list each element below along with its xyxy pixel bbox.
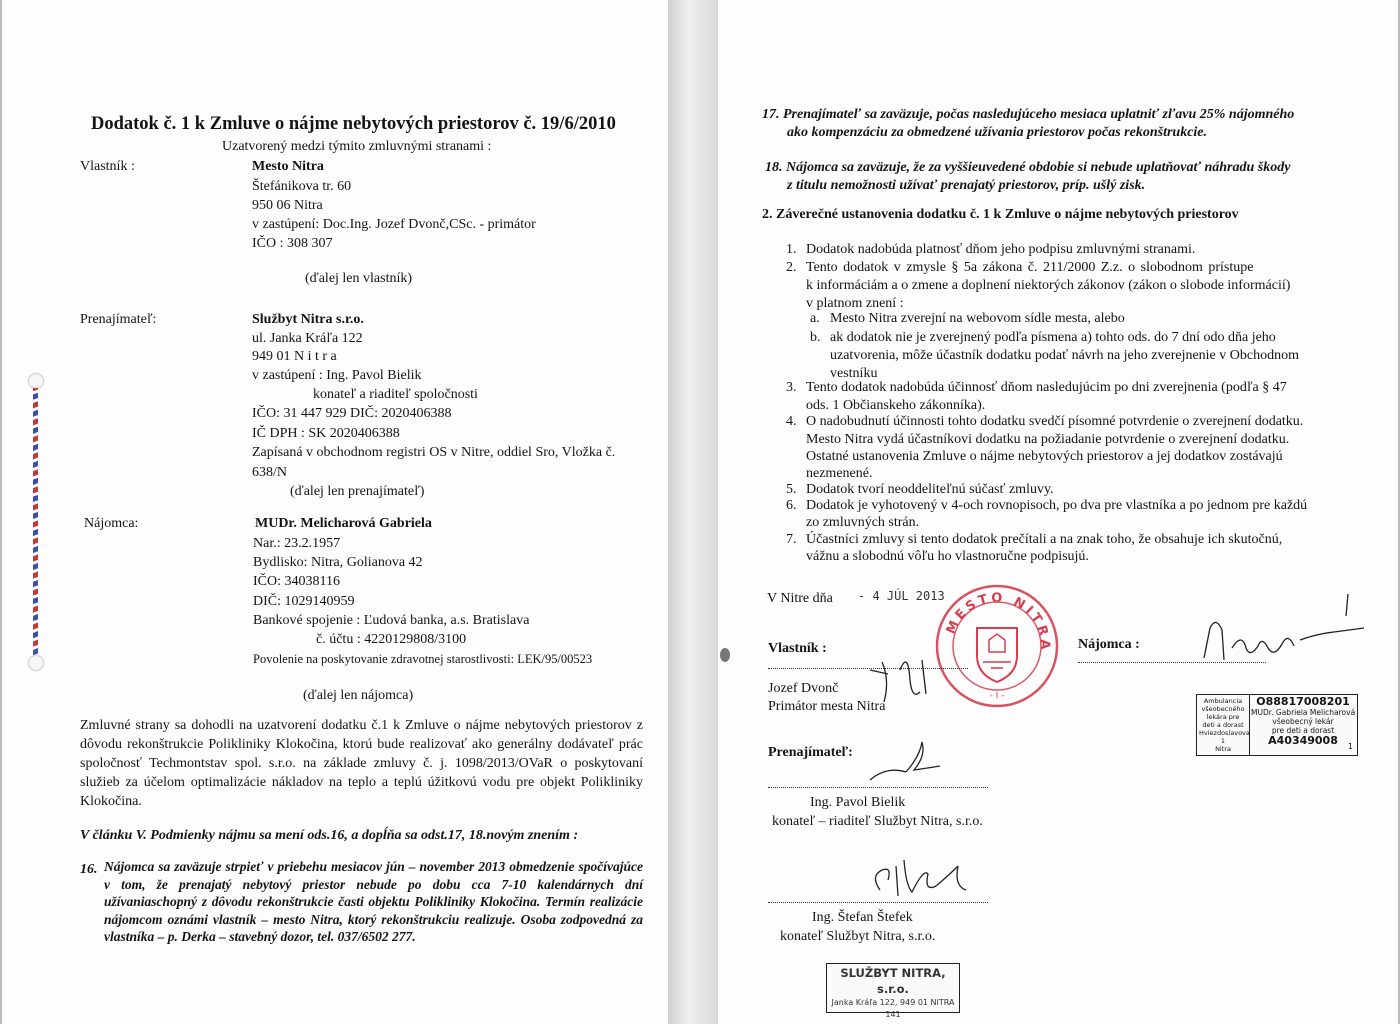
sign-owner-name: Jozef Dvonč <box>768 681 839 696</box>
tenant-alias: (ďalej len nájomca) <box>303 688 414 703</box>
binding-knot-bottom <box>29 656 43 670</box>
final-item-a-line-1: Mesto Nitra zverejní na webovom sídle mesta, alebo <box>830 311 1125 326</box>
final-item-b-line-1: ak dodatok nie je zverejnený podľa písmena a) tohto ods. do 7 dní odo dňa jeho <box>830 330 1276 345</box>
svg-text:- I -: - I - <box>989 691 1005 701</box>
article-intro: V článku V. Podmienky nájmu sa mení ods.16, a dopĺňa sa odst.17, 18.novým znením : <box>80 828 579 843</box>
sign-lessor-line-2 <box>768 902 988 903</box>
company-stamp-address: Janka Kráľa 122, 949 01 NITRA <box>831 998 955 1007</box>
sign-lessor-role-1: konateľ – riaditeľ Službyt Nitra, s.r.o. <box>772 814 983 829</box>
owner-alias: (ďalej len vlastník) <box>305 271 413 286</box>
final-item-2-line-2: k informáciám a o zmene a doplnení niektorých zákonov (zákon o slobode informácií) <box>806 278 1291 293</box>
lessor-city: 949 01 N i t r a <box>252 349 337 364</box>
sign-lessor-name-1: Ing. Pavol Bielik <box>810 795 906 810</box>
sign-lessor-line-1 <box>768 787 988 788</box>
final-item-4-line-3: Ostatné ustanovenia Zmluve o nájme nebytových priestorov a jej dodatkov zostávajú <box>806 449 1283 464</box>
doctor-stamp-left-2: všeobecného <box>1201 705 1245 713</box>
lessor-registry-2: 638/N <box>252 465 287 480</box>
final-item-3-line-1: Tento dodatok nadobúda účinnosť dňom nasledujúcim po dni zverejnenia (podľa § 47 <box>806 380 1287 395</box>
final-item-4-number: 4. <box>786 414 797 429</box>
company-stamp-number: 141 <box>885 1010 901 1019</box>
doctor-stamp-suffix: 1 <box>1347 742 1353 751</box>
owner-city: 950 06 Nitra <box>252 198 323 213</box>
sign-lessor-label: Prenajímateľ: <box>768 745 853 760</box>
lessor-signature-2 <box>866 846 976 906</box>
book-gutter <box>668 0 718 1024</box>
lessor-rep-role: konateľ a riaditeľ spoločnosti <box>313 387 478 402</box>
date-label: V Nitre dňa <box>767 591 833 606</box>
body-paragraph: Zmluvné strany sa dohodli na uzatvorení dodatku č.1 k Zmluve o nájme nebytových priestorov z dôvodu rekonštrukcie Polikliniky Klokočina, ktorú bude realizovať ako generálny dodávateľ prác spoločnosť Techmontstav spol. s.r.o. na základe zmluvy č. j. 1098/2013/OVaR o poskytovaní služieb za účelom optimalizácie nákladov na teplo a teplú úžitkovú vodu pre objekt Polikliniky Klokočina. <box>80 718 643 809</box>
document-title: Dodatok č. 1 k Zmluve o nájme nebytových priestorov č. 19/6/2010 <box>91 114 616 134</box>
final-item-3-line-2: ods. 1 Občianskeho zákonníka). <box>806 398 986 413</box>
final-item-7-number: 7. <box>786 532 797 547</box>
city-seal <box>933 582 1061 710</box>
final-item-4-line-2: Mesto Nitra vydá účastníkovi dodatku na požiadanie potvrdenie o zverejnení dodatku. <box>806 432 1290 447</box>
company-stamp-name: SLUŽBYT NITRA, s.r.o. <box>840 966 946 996</box>
final-heading: 2. Záverečné ustanovenia dodatku č. 1 k Zmluve o nájme nebytových priestorov <box>762 207 1239 222</box>
tenant-ico: IČO: 34038116 <box>253 574 340 589</box>
doctor-stamp-code-2: A40349008 <box>1268 734 1338 747</box>
seal-shield-icon <box>977 628 1017 682</box>
final-item-a-number: a. <box>810 311 820 326</box>
tenant-account: č. účtu : 4220129808/3100 <box>316 632 467 647</box>
item-16-text: Nájomca sa zaväzuje strpieť v priebehu mesiacov jún – november 2013 obmedzenie spočívajúce v tom, že prenajatý nebytový priestor nebude po dobu cca 7-10 kalendárnych dní užívaniaschopný z dôvodu rekonštrukcie časti objektu Polikliniky Klokočina. Termín realizácie nájomcom oznámi vlastník – mesto Nitra, ktorý rekonštrukciu realizuje. Osoba zodpovedná za vlastníka – p. Derka – stavebný dozor, tel. 037/6502 277. <box>104 859 643 944</box>
binding-string <box>33 386 38 664</box>
item-18-line-1: 18. Nájomca sa zaväzuje, že za vyššieuvedené obdobie si nebude uplatňovať náhradu škody <box>765 160 1291 175</box>
sign-owner-role: Primátor mesta Nitra <box>768 699 886 714</box>
tenant-bank: Bankové spojenie : Ľudová banka, a.s. Bratislava <box>253 613 530 628</box>
doctor-stamp-left-4: deti a dorast <box>1202 721 1244 729</box>
final-item-2-line-1: Tento dodatok v zmysle § 5a zákona č. 211/2000 Z.z. o slobodnom prístupe <box>806 260 1254 275</box>
intro-line: Uzatvorený medzi týmito zmluvnými stranami : <box>222 139 492 154</box>
tenant-label: Nájomca: <box>84 516 139 531</box>
lessor-registry: Zapísaná v obchodnom registri OS v Nitre, oddiel Sro, Vložka č. <box>252 445 616 460</box>
owner-name: Mesto Nitra <box>252 159 324 174</box>
lessor-name: Službyt Nitra s.r.o. <box>252 312 364 327</box>
owner-signature <box>860 640 950 710</box>
tenant-address: Bydlisko: Nitra, Golianova 42 <box>253 555 423 570</box>
lessor-street: ul. Janka Kráľa 122 <box>252 331 363 346</box>
doctor-stamp-role-1: všeobecný lekár <box>1272 717 1334 726</box>
item-16-number: 16. <box>80 862 98 877</box>
doctor-stamp-name: MUDr. Gabriela Melicharová <box>1251 708 1356 717</box>
tenant-signature <box>1196 588 1372 668</box>
lessor-ico: IČO: 31 447 929 DIČ: 2020406388 <box>252 406 452 421</box>
final-item-6-line-2: zo zmluvných strán. <box>806 515 920 530</box>
company-stamp <box>826 963 960 1019</box>
sign-lessor-role-2: konateľ Službyt Nitra, s.r.o. <box>780 929 936 944</box>
binding-knot-top <box>29 374 43 388</box>
doctor-stamp-code: O88817008201 <box>1256 695 1350 708</box>
final-item-3-number: 3. <box>786 380 797 395</box>
item-18-line-2: z titulu nemožnosti užívať prenajatý priestorov, príp. ušlý zisk. <box>787 178 1146 193</box>
owner-label: Vlastník : <box>80 159 135 174</box>
final-item-b-line-2: uzatvorenia, môže účastník dodatku podať návrh na jeho zverejnenie v Obchodnom <box>830 348 1299 363</box>
doctor-stamp-left-3: lekára pre <box>1206 713 1240 721</box>
doctor-stamp-left-1: Ambulancia <box>1203 697 1243 705</box>
owner-ico: IČO : 308 307 <box>252 236 333 251</box>
final-item-6-number: 6. <box>786 498 797 513</box>
final-item-5-line-1: Dodatok tvorí neoddeliteľnú súčasť zmluvy. <box>806 482 1054 497</box>
punch-hole <box>720 648 730 662</box>
final-item-1-line-1: Dodatok nadobúda platnosť dňom jeho podpisu zmluvnými stranami. <box>806 242 1196 257</box>
sign-lessor-name-2: Ing. Štefan Štefek <box>812 910 913 925</box>
final-item-4-line-1: O nadobudnutí účinnosti tohto dodatku svedčí písomné potvrdenie o zverejnení dodatku. <box>806 414 1304 429</box>
sign-tenant-label: Nájomca : <box>1078 637 1140 652</box>
final-item-4-line-4: nezmenené. <box>806 466 873 481</box>
final-item-7-line-2: vážnu a slobodnú vôľu ho vlastnoručne podpisujú. <box>806 549 1089 564</box>
doctor-stamp-left-5: Hviezdoslavova 1 <box>1199 729 1250 745</box>
lessor-alias: (ďalej len prenajímateľ) <box>290 484 425 499</box>
owner-rep: v zastúpení: Doc.Ing. Jozef Dvonč,CSc. - primátor <box>252 217 536 232</box>
left-page <box>0 0 668 1024</box>
doctor-stamp-left-6: Nitra <box>1215 745 1231 753</box>
tenant-name: MUDr. Melicharová Gabriela <box>255 516 432 531</box>
final-item-2-number: 2. <box>786 260 797 275</box>
final-item-1-number: 1. <box>786 242 797 257</box>
final-item-2-line-3: v platnom znení : <box>806 296 904 311</box>
final-item-6-line-1: Dodatok je vyhotovený v 4-och rovnopisoch, po dva pre vlastníka a po jednom pre každú <box>806 498 1308 513</box>
lessor-rep: v zastúpení : Ing. Pavol Bielik <box>252 368 422 383</box>
owner-street: Štefánikova tr. 60 <box>252 179 352 194</box>
seal-text: MESTO NITRA <box>943 590 1053 653</box>
tenant-license: Povolenie na poskytovanie zdravotnej starostlivosti: LEK/95/00523 <box>253 652 593 666</box>
tenant-dic: DIČ: 1029140959 <box>253 594 355 609</box>
final-item-5-number: 5. <box>786 482 797 497</box>
doctor-stamp <box>1196 694 1358 756</box>
lessor-signature-1 <box>866 736 946 786</box>
tenant-born: Nar.: 23.2.1957 <box>253 536 341 551</box>
lessor-label: Prenajímateľ: <box>80 312 157 327</box>
final-item-b-number: b. <box>810 330 821 345</box>
doctor-stamp-role-2: pre deti a dorast <box>1271 726 1335 735</box>
item-17-line-1: 17. Prenajímateľ sa zaväzuje, počas nasledujúceho mesiaca uplatniť zľavu 25% nájomného <box>762 107 1295 122</box>
final-item-b-line-3: vestníku <box>830 366 878 381</box>
final-item-7-line-1: Účastníci zmluvy si tento dodatok prečítali a na znak toho, že obsahuje ich skutočnú, <box>806 532 1283 547</box>
item-17-line-2: ako kompenzáciu za obmedzené užívania priestorov počas rekonštrukcie. <box>787 125 1208 140</box>
lessor-icdph: IČ DPH : SK 2020406388 <box>252 426 400 441</box>
sign-owner-label: Vlastník : <box>768 641 827 656</box>
date-stamp: - 4 JÚL 2013 <box>858 589 945 603</box>
